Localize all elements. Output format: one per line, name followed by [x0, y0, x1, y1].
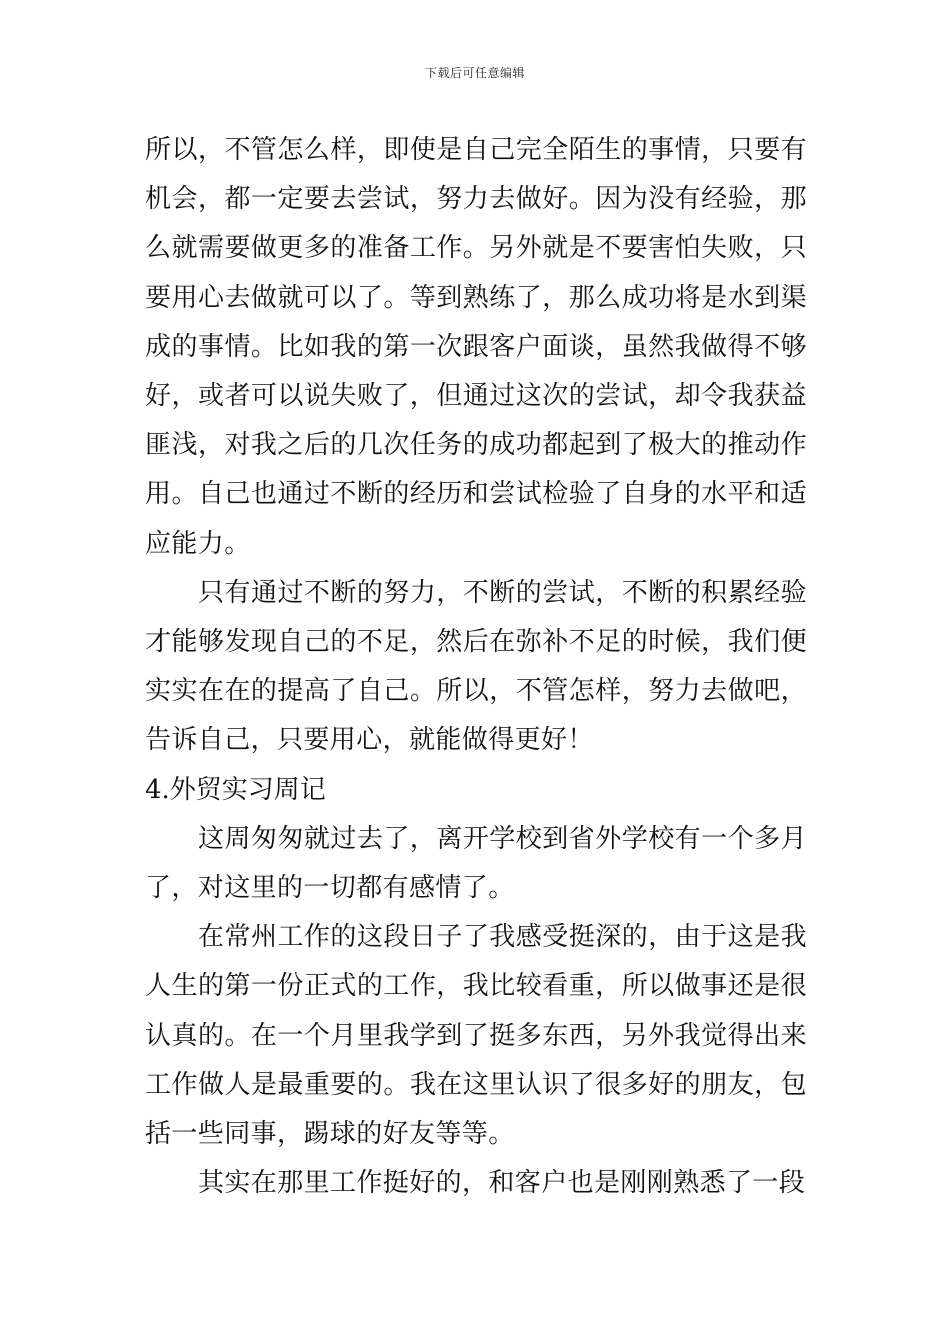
section-heading: 4.外贸实习周记 — [145, 774, 326, 805]
page-header-note: 下载后可任意编辑 — [424, 66, 525, 80]
paragraph-5: 其实在那里工作挺好的，和客户也是刚刚熟悉了一段 — [198, 1168, 806, 1199]
paragraph-1: 所以，不管怎么样，即使是自己完全陌生的事情，只要有机会，都一定要去尝试，努力去做好。因为没有经验，那么就需要做更多的准备工作。另外就是不要害怕失败，只要用心去做就可以了。等到熟练了，那么成功将是水到渠成的事情。比如我的第一次跟客户面谈，虽然我做得不够好，或者可以说失败了，但通过这次的尝试，却令我获益匪浅，对我之后的几次任务的成功都起到了极大的推动作用。自己也通过不断的经历和尝试检验了自身的水平和适应能力。 — [145, 135, 807, 559]
paragraph-2: 只有通过不断的努力，不断的尝试，不断的积累经验才能够发现自己的不足，然后在弥补不足的时候，我们便实实在在的提高了自己。所以，不管怎样，努力去做吧，告诉自己，只要用心，就能做得更好！ — [145, 577, 807, 756]
document-body — [145, 126, 807, 1208]
paragraph-4: 在常州工作的这段日子了我感受挺深的，由于这是我人生的第一份正式的工作，我比较看重，所以做事还是很认真的。在一个月里我学到了挺多东西，另外我觉得出来工作做人是最重要的。我在这里认识了很多好的朋友，包括一些同事，踢球的好友等等。 — [145, 922, 807, 1150]
paragraph-3: 这周匆匆就过去了，离开学校到省外学校有一个多月了，对这里的一切都有感情了。 — [145, 823, 807, 904]
